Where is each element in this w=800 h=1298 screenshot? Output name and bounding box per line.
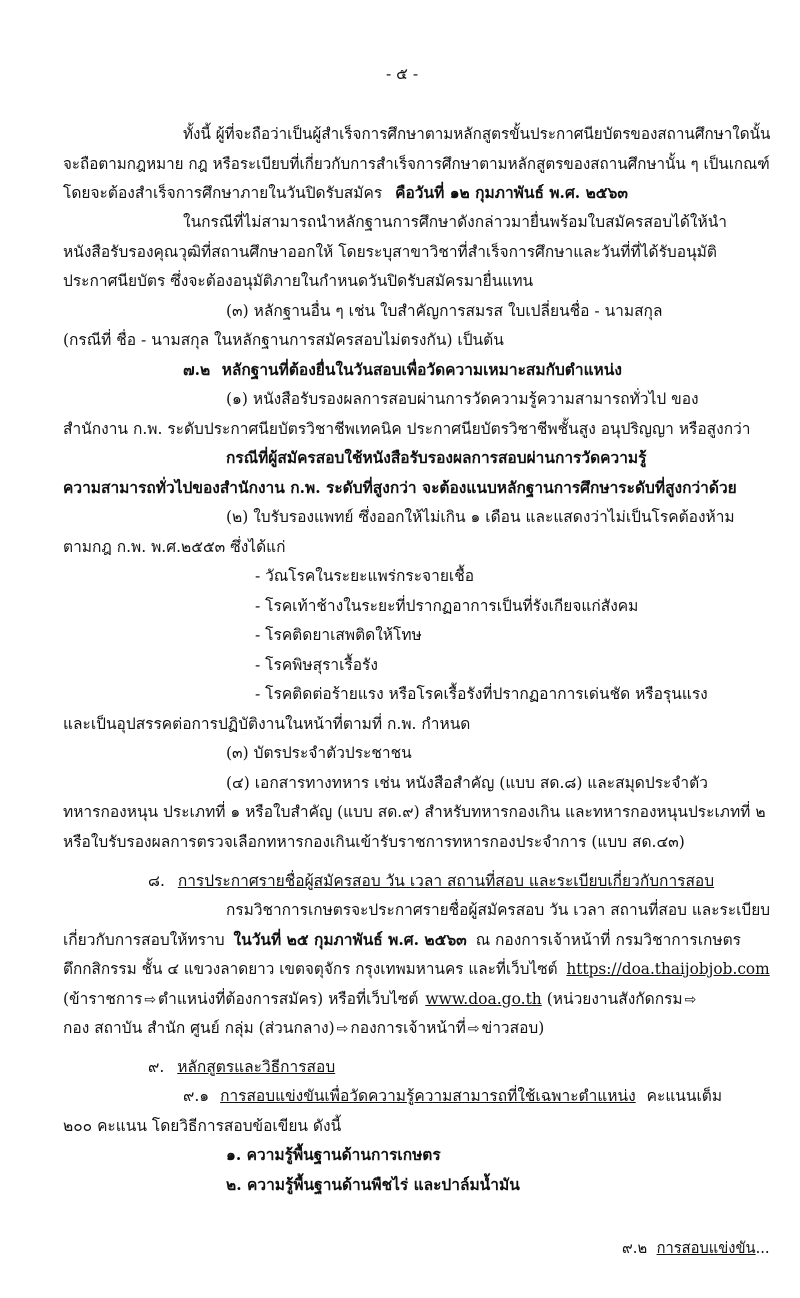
military-docs-line2: ทหารกองหนุน ประเภทที่ ๑ หรือใบสำคัญ (แบบ สด.๙) สำหรับทหารกองเกิน และทหารกองหนุนประเภทที่ ๒ — [63, 803, 766, 821]
disease-item: - วัณโรคในระยะแพร่กระจายเชื้อ — [255, 567, 475, 585]
section-8-number: ๘. — [148, 872, 165, 890]
disease-item: - โรคติดยาเสพติดให้โทษ — [255, 626, 422, 644]
announcement-intro: เกี่ยวกับการสอบให้ทราบ — [63, 931, 225, 949]
thaijobjob-link[interactable]: https://doa.thaijobjob.com — [566, 960, 770, 978]
para-certificate-line2: หนังสือรับรองคุณวุฒิที่สถานศึกษาออกให้ โดยระบุสาขาวิชาที่สำเร็จการศึกษาและวันที่ที่ได้รับอนุมัติ — [63, 243, 717, 261]
para-graduation-line1: ทั้งนี้ ผู้ที่จะถือว่าเป็นผู้สำเร็จการศึกษาตามหลักสูตรขั้นประกาศนียบัตรของสถานศึกษาใดนั้น — [183, 125, 771, 143]
nav-exam-news: ข่าวสอบ) — [481, 1019, 545, 1037]
exam-certificate-line2: สำนักงาน ก.พ. ระดับประกาศนียบัตรวิชาชีพเทคนิค ประกาศนียบัตรวิชาชีพชั้นสูง อนุปริญญา หรือสูงกว่า — [63, 420, 751, 438]
announcement-building: ตึกกสิกรรม ชั้น ๔ แขวงลาดยาว เขตจตุจักร กรุงเทพมหานคร และที่เว็บไซต์ — [63, 960, 558, 978]
section-8-heading — [148, 871, 714, 891]
section-7-2-number: ๗.๒ — [183, 360, 211, 379]
nav-agency: (หน่วยงานสังกัดกรม — [546, 990, 683, 1008]
arrow-right-icon: ⇨ — [467, 1021, 480, 1037]
exam-subject: ๑. ความรู้พื้นฐานด้านการเกษตร — [226, 1145, 441, 1164]
section-9-1-title: การสอบแข่งขันเพื่อวัดความรู้ความสามารถที่ใช้เฉพาะตำแหน่ง — [220, 1087, 636, 1105]
exam-certificate-line1: (๑) หนังสือรับรองผลการสอบผ่านการวัดความรู้ความสามารถทั่วไป ของ — [226, 390, 699, 408]
page-continuation — [622, 1238, 770, 1258]
other-evidence-line2: (กรณีที่ ชื่อ - นามสกุล ในหลักฐานการสมัครสอบไม่ตรงกัน) เป็นต้น — [63, 331, 504, 349]
nav-civil-servant: (ข้าราชการ — [63, 990, 143, 1008]
section-9-heading — [148, 1057, 335, 1077]
announcement-line5 — [63, 1018, 544, 1039]
section-9-1-line1 — [183, 1086, 722, 1106]
medical-certificate-line1: (๒) ใบรับรองแพทย์ ซึ่งออกให้ไม่เกิน ๑ เดือน และแสดงว่าไม่เป็นโรคต้องห้าม — [226, 508, 735, 526]
other-evidence-line1: (๓) หลักฐานอื่น ๆ เช่น ใบสำคัญการสมรส ใบเปลี่ยนชื่อ - นามสกุล — [226, 302, 663, 320]
deadline-intro: โดยจะต้องสำเร็จการศึกษาภายในวันปิดรับสมัคร — [63, 184, 383, 202]
medical-certificate-line2: ตามกฎ ก.พ. พ.ศ.๒๕๕๓ ซึ่งได้แก่ — [63, 538, 286, 556]
section-8-title: การประกาศรายชื่อผู้สมัครสอบ วัน เวลา สถานที่สอบ และระเบียบเกี่ยวกับการสอบ — [177, 872, 715, 890]
disease-item: - โรคเท้าช้างในระยะที่ปรากฏอาการเป็นที่รังเกียจแก่สังคม — [255, 597, 639, 615]
announcement-line1: กรมวิชาการเกษตรจะประกาศรายชื่อผู้สมัครสอบ วัน เวลา สถานที่สอบ และระเบียบ — [226, 901, 771, 919]
section-9-1-line2: ๒๐๐ คะแนน โดยวิธีการสอบข้อเขียน ดังนี้ — [63, 1117, 342, 1135]
announcement-line2 — [63, 930, 741, 950]
announcement-line3 — [63, 959, 770, 979]
section-7-2-title: หลักฐานที่ต้องยื่นในวันสอบเพื่อวัดความเหมาะสมกับตำแหน่ง — [221, 360, 622, 379]
continuation-text: การสอบแข่งขัน — [656, 1239, 756, 1257]
section-9-number: ๙. — [148, 1058, 165, 1076]
nav-personnel: กองการเจ้าหน้าที่ — [350, 1019, 466, 1037]
exam-certificate-line4: ความสามารถทั่วไปของสำนักงาน ก.พ. ระดับที่สูงกว่า จะต้องแนบหลักฐานการศึกษาระดับที่สูงกว่าด้วย — [63, 478, 737, 497]
announcement-place: ณ กองการเจ้าหน้าที่ กรมวิชาการเกษตร — [475, 931, 742, 949]
para-certificate-line3: ประกาศนียบัตร ซึ่งจะต้องอนุมัติภายในกำหนดวันปิดรับสมัครมายื่นแทน — [63, 272, 534, 290]
para-graduation-line3 — [63, 183, 628, 203]
nav-division: กอง สถาบัน สำนัก ศูนย์ กลุ่ม (ส่วนกลาง) — [63, 1019, 335, 1037]
deadline-date: คือวันที่ ๑๒ กุมภาพันธ์ พ.ศ. ๒๕๖๓ — [395, 183, 628, 202]
disease-item: - โรคติดต่อร้ายแรง หรือโรคเรื้อรังที่ปรากฏอาการเด่นชัด หรือรุนแรง — [255, 685, 708, 703]
military-docs-line1: (๔) เอกสารทางทหาร เช่น หนังสือสำคัญ (แบบ สด.๘) และสมุดประจำตัว — [226, 774, 708, 792]
exam-certificate-line3: กรณีที่ผู้สมัครสอบใช้หนังสือรับรองผลการสอบผ่านการวัดความรู้ — [226, 448, 647, 467]
section-9-1-number: ๙.๑ — [183, 1087, 210, 1105]
disease-item: - โรคพิษสุราเรื้อรัง — [255, 656, 378, 674]
section-9-title: หลักสูตรและวิธีการสอบ — [177, 1058, 336, 1076]
arrow-right-icon: ⇨ — [684, 992, 697, 1008]
medical-certificate-line3: และเป็นอุปสรรคต่อการปฏิบัติงานในหน้าที่ตามที่ ก.พ. กำหนด — [63, 715, 471, 733]
announcement-line4 — [63, 989, 698, 1010]
nav-position: ตำแหน่งที่ต้องการสมัคร) หรือที่เว็บไซต์ — [158, 990, 419, 1008]
arrow-right-icon: ⇨ — [336, 1021, 349, 1037]
section-7-2-heading — [183, 360, 622, 380]
exam-subject: ๒. ความรู้พื้นฐานด้านพืชไร่ และปาล์มน้ำมัน — [226, 1175, 520, 1194]
continuation-number: ๙.๒ — [622, 1239, 648, 1257]
doa-website-link[interactable]: www.doa.go.th — [425, 990, 542, 1008]
page-number: - ๕ - — [386, 65, 419, 83]
para-certificate-line1: ในกรณีที่ไม่สามารถนำหลักฐานการศึกษาดังกล่าวมายื่นพร้อมใบสมัครสอบได้ให้นำ — [183, 213, 728, 231]
continuation-dots: ... — [755, 1239, 770, 1257]
announcement-date: ในวันที่ ๒๕ กุมภาพันธ์ พ.ศ. ๒๕๖๓ — [233, 930, 467, 949]
para-graduation-line2: จะถือตามกฎหมาย กฎ หรือระเบียบที่เกี่ยวกับการสำเร็จการศึกษาตามหลักสูตรของสถานศึกษานั้น ๆ เป็นเกณฑ์ — [63, 155, 770, 173]
section-9-1-score: คะแนนเต็ม — [646, 1087, 723, 1105]
military-docs-line3: หรือใบรับรองผลการตรวจเลือกทหารกองเกินเข้ารับราชการทหารกองประจำการ (แบบ สด.๔๓) — [63, 833, 685, 851]
arrow-right-icon: ⇨ — [144, 992, 157, 1008]
id-card-item: (๓) บัตรประจำตัวประชาชน — [226, 744, 412, 762]
